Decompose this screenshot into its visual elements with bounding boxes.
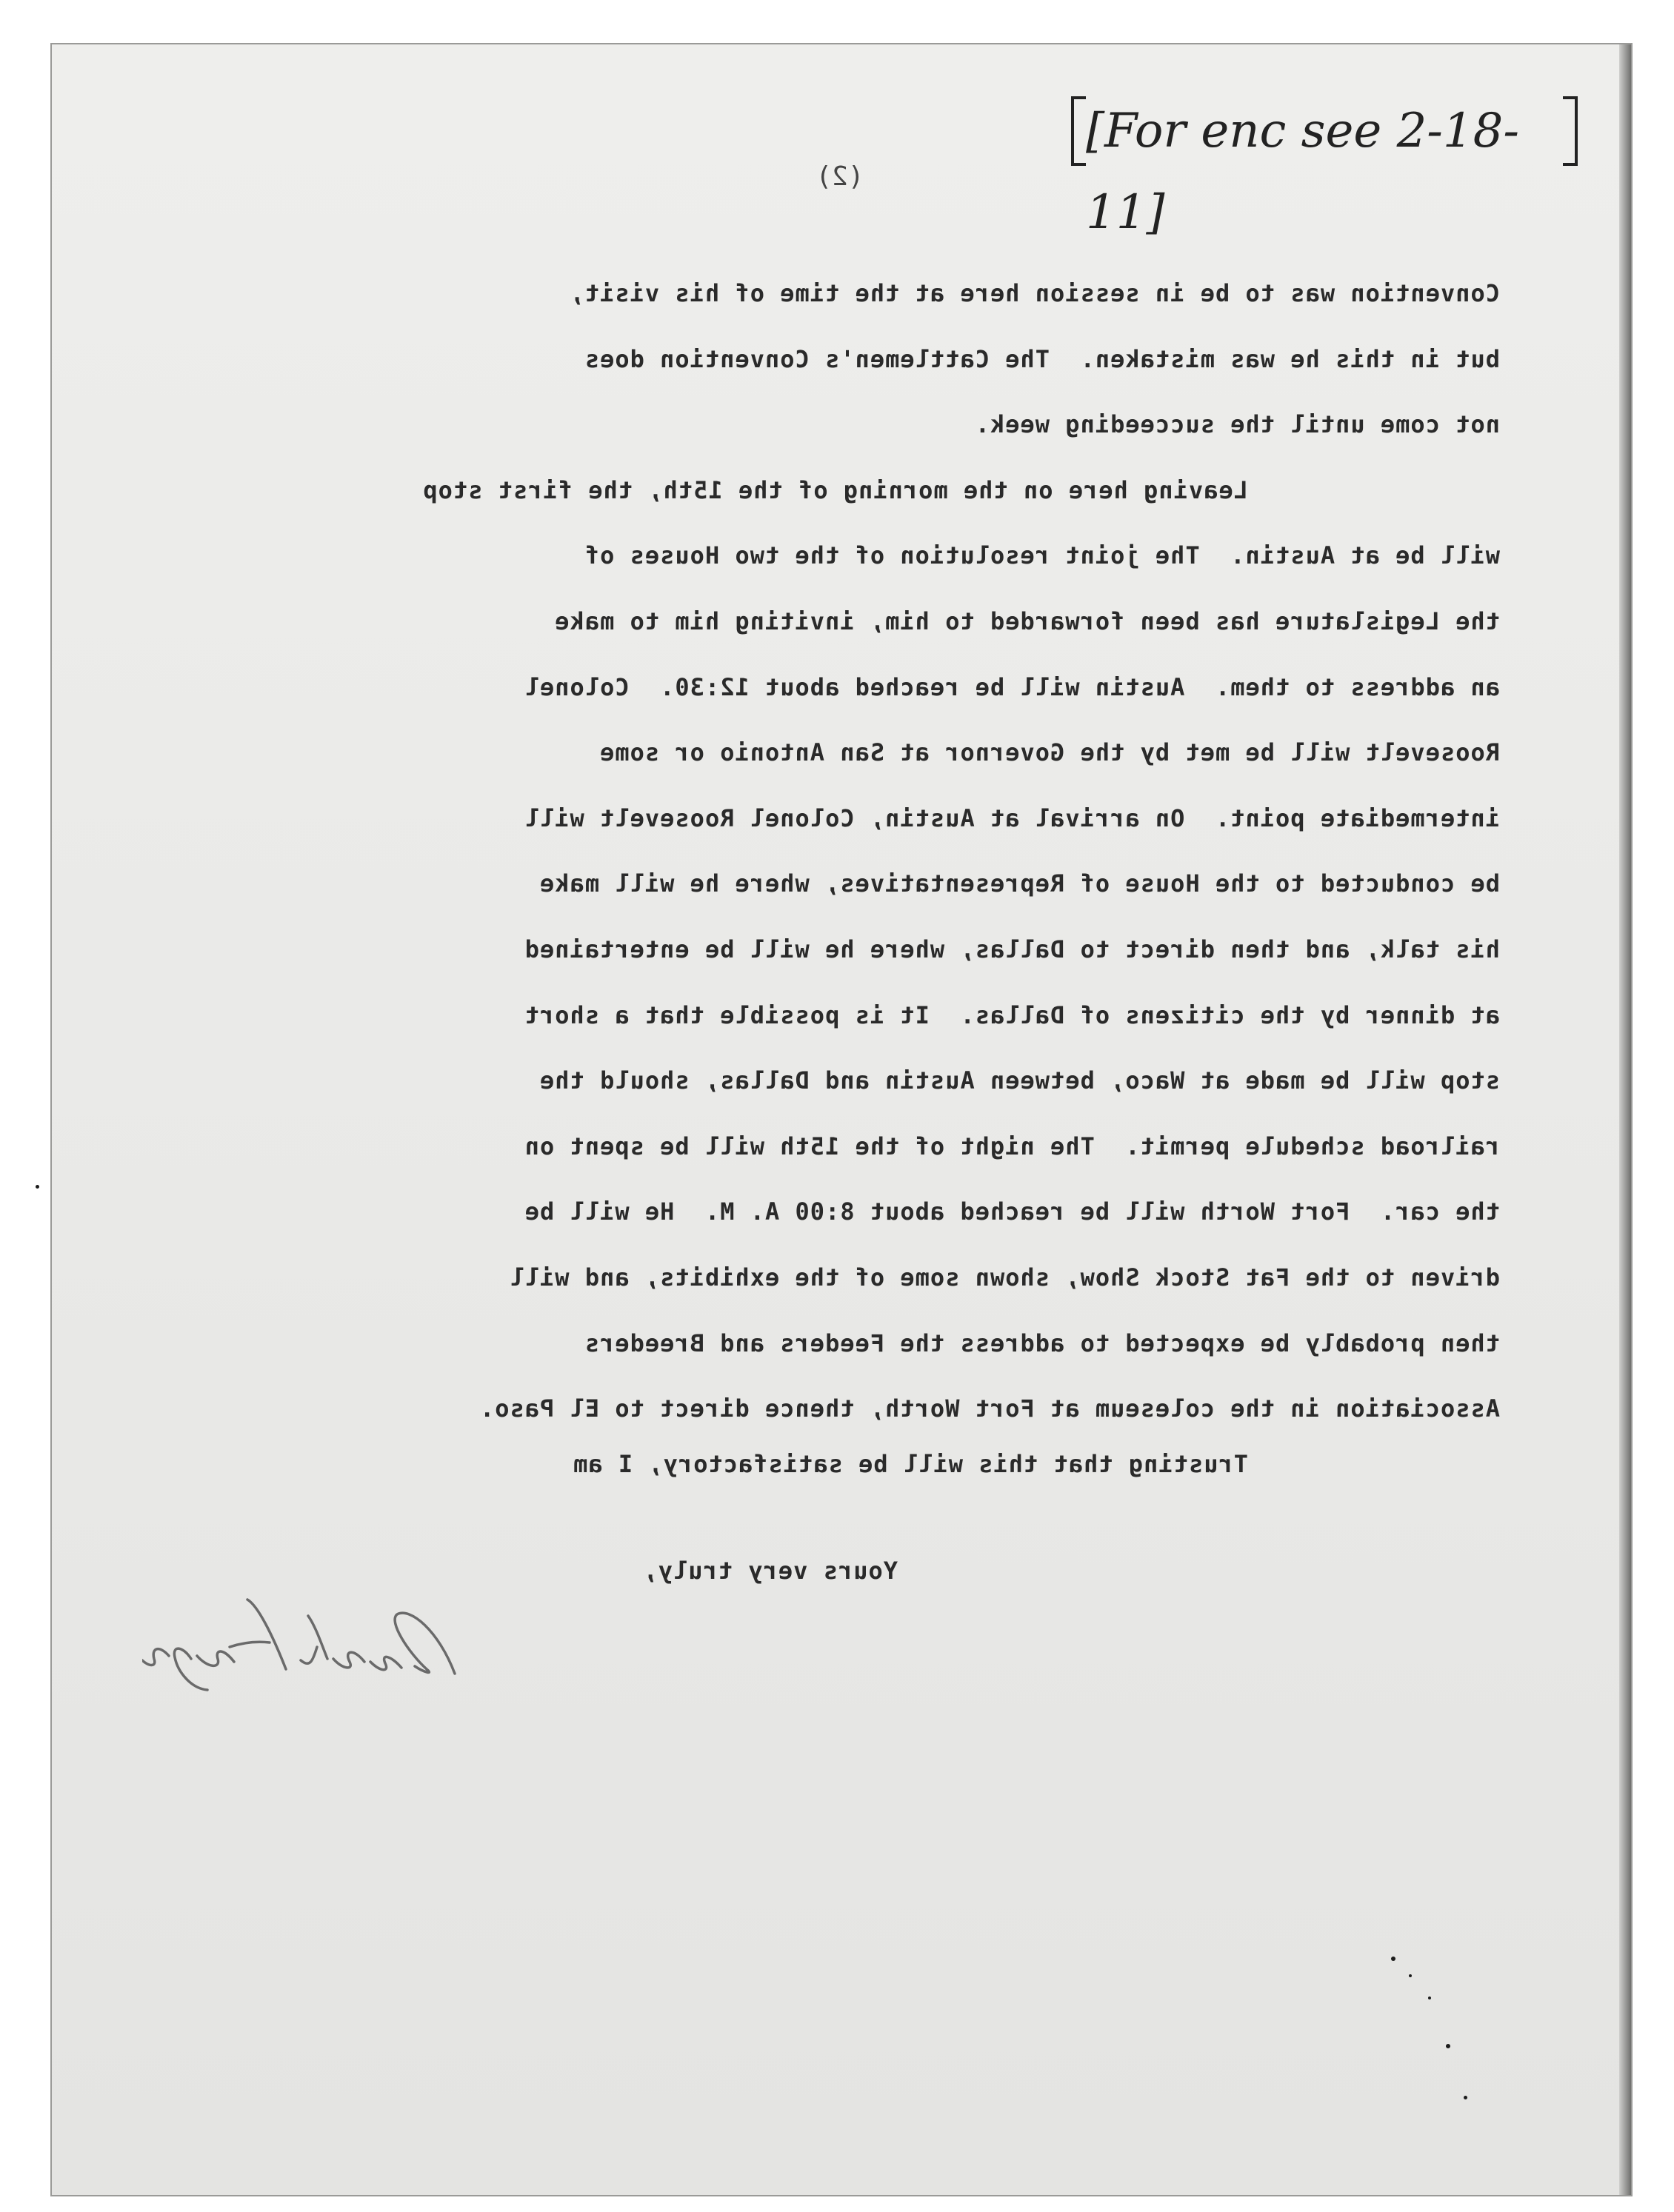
text-line: Roosevelt will be met by the Governor at San Antonio or some: [599, 738, 1500, 767]
text-line: be conducted to the House of Representatives, where he will make: [539, 869, 1500, 898]
page-number: (2): [816, 161, 864, 192]
page-edge-shadow: [1619, 44, 1631, 2195]
mirrored-content: [52, 44, 1631, 2195]
letter-body: [152, 261, 1500, 1486]
text-line: intermediate point. On arrival at Austin, Colonel Roosevelt will: [524, 803, 1500, 832]
text-line: driven to the Fat Stock Show, shown some of the exhibits, and will: [509, 1263, 1500, 1292]
text-line: Trusting that this will be satisfactory, I am: [573, 1449, 1248, 1478]
text-line: but in this he was mistaken. The Cattlemen's Convention does: [584, 344, 1500, 373]
text-line: Leaving here on the morning of the 15th, the first stop: [422, 475, 1248, 504]
signature-scribble: [142, 1585, 468, 1696]
text-line: his talk, and then direct to Dallas, where he will be entertained: [524, 935, 1500, 963]
handwritten-note: [For enc see 2-18-11]: [1086, 90, 1560, 172]
text-line: an address to them. Austin will be reached about 12:30. Colonel: [524, 672, 1500, 701]
handwritten-signature: [142, 1585, 468, 1696]
text-line: Convention was to be in session here at the time of his visit,: [569, 279, 1500, 307]
document-page: [50, 43, 1633, 2196]
text-line: will be at Austin. The joint resolution of the two Houses of: [584, 541, 1500, 570]
text-line: stop will be made at Waco, between Austin and Dallas, should the: [539, 1066, 1500, 1095]
text-line: then probably be expected to address the Feeders and Breeders: [584, 1329, 1500, 1357]
text-line: Association in the coleseum at Fort Worth, thence direct to El Paso.: [478, 1394, 1500, 1423]
speck: [36, 1185, 39, 1189]
text-line: at dinner by the citizens of Dallas. It is possible that a short: [524, 1000, 1500, 1029]
text-line: the Legislature has been forwarded to him, inviting him to make: [554, 607, 1500, 635]
closing-salutation: Yours very truly,: [642, 1557, 898, 1585]
text-line: railroad schedule permit. The night of the 15th will be spent on: [524, 1132, 1500, 1160]
text-line: the car. Fort Worth will be reached about 8:00 A. M. He will be: [524, 1197, 1500, 1226]
text-line: not come until the succeeding week.: [974, 410, 1500, 439]
